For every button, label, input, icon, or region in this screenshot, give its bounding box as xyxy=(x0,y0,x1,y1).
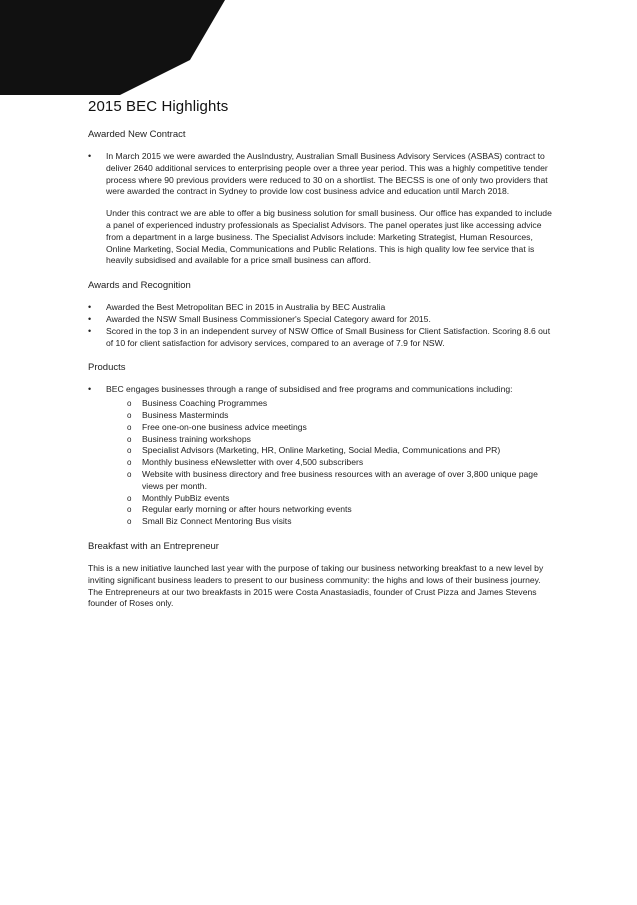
section-heading: Products xyxy=(88,362,126,374)
sub-list-item: o Website with business directory and free business resources with an average of over 3,800 unique page views per month. xyxy=(127,468,538,491)
circle-bullet-icon: o xyxy=(127,469,132,479)
bullet-list xyxy=(88,302,553,349)
page-title: 2015 BEC Highlights xyxy=(88,98,229,115)
list-item: • In March 2015 we were awarded the AusIndustry, Australian Small Business Advisory Services (ASBAS) contract to deliver 2640 additional services to enterprising people over a three year period. This was a highly competitive tender process where 90 previous providers were reduced to 30 on a shortlist. The BECSS is one of only two providers that were awarded the contract in Sydney to provide low cost business advice and education until March 2018. xyxy=(88,151,548,197)
sub-list-item: o Monthly PubBiz events xyxy=(127,492,230,503)
list-item: • BEC engages businesses through a range of subsidised and free programs and communications including: o Business Coaching Programmes o Business Masterminds o Free one-on-one business advice meetings o Business training workshops o Specialist Advisors (Marketing, HR, Online Marketing, Social Media, Communications and PR) o Monthly business eNewsletter with over 4,500 subscribers o Website with business directory and free business resources with an average of over 3,800 unique page views per month. o Monthly PubBiz events o Regular early morning or after hours networking events o Small Biz Connect Mentoring Bus visits xyxy=(88,384,553,528)
sub-list-item: o Regular early morning or after hours networking events xyxy=(127,504,352,515)
sub-list-item: o Monthly business eNewsletter with over 4,500 subscribers xyxy=(127,457,364,468)
sub-list-item: o Free one-on-one business advice meetings xyxy=(127,421,307,432)
list-item: • Scored in the top 3 in an independent survey of NSW Office of Small Business for Client Satisfaction. Scoring 8.6 out of 10 for client satisfaction for advisory services, compared to an average of 7.9 for NSW. xyxy=(88,325,551,348)
sub-list xyxy=(106,398,553,528)
paragraph: Under this contract we are able to offer a big business solution for small business. Our office has expanded to include a panel of experienced industry professionals as Specialist Advisors. The panel operates just like accessing advice from a department in a large business. The Specialist Advisors include: Marketing Strategist, Human Resources, Online Marketing, Social Media, Communications and Public Relations. This is high quality low fee service that is heavily subsidised and available for a price small business can afford. xyxy=(106,208,552,266)
circle-bullet-icon: o xyxy=(127,399,132,409)
circle-bullet-icon: o xyxy=(127,505,132,515)
section-heading: Breakfast with an Entrepreneur xyxy=(88,540,219,552)
bullet-icon: • xyxy=(88,151,92,161)
circle-bullet-icon: o xyxy=(127,446,132,456)
document-page xyxy=(88,98,553,610)
section-heading: Awarded New Contract xyxy=(88,129,186,140)
circle-bullet-icon: o xyxy=(127,422,132,432)
circle-bullet-icon: o xyxy=(127,493,132,503)
bullet-list xyxy=(88,384,553,528)
list-item: • Awarded the Best Metropolitan BEC in 2015 in Australia by BEC Australia xyxy=(88,302,386,313)
bullet-icon: • xyxy=(88,302,92,313)
section-heading: Awards and Recognition xyxy=(88,280,191,292)
bullet-icon: • xyxy=(88,384,92,395)
bullet-list xyxy=(88,151,553,198)
sub-list-item: o Specialist Advisors (Marketing, HR, Online Marketing, Social Media, Communications and PR) xyxy=(127,445,501,456)
sub-list-item: o Business training workshops xyxy=(127,433,251,444)
scan-corner-shape xyxy=(0,0,225,95)
sub-list-item: o Business Masterminds xyxy=(127,409,229,420)
list-item: • Awarded the NSW Small Business Commissioner's Special Category award for 2015. xyxy=(88,313,431,324)
sub-list-item: o Business Coaching Programmes xyxy=(127,398,268,409)
circle-bullet-icon: o xyxy=(127,458,132,468)
circle-bullet-icon: o xyxy=(127,434,132,444)
circle-bullet-icon: o xyxy=(127,517,132,527)
paragraph: This is a new initiative launched last year with the purpose of taking our business networking breakfast to a new level by inviting significant business leaders to present to our business community: the highs and lows of their business journey. The Entrepreneurs at our two breakfasts in 2015 were Costa Anastasiadis, founder of Crust Pizza and James Stevens founder of Roses only. xyxy=(88,562,544,609)
bullet-icon: • xyxy=(88,325,92,336)
circle-bullet-icon: o xyxy=(127,410,132,420)
sub-list-item: o Small Biz Connect Mentoring Bus visits xyxy=(127,516,292,527)
bullet-icon: • xyxy=(88,313,92,324)
